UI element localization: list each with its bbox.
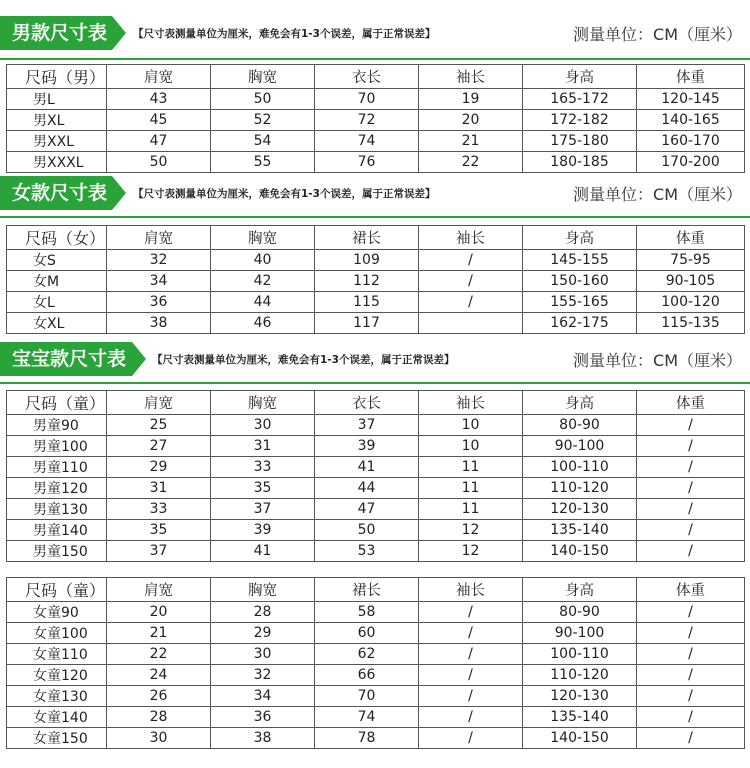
column-header: 尺码（童） — [7, 578, 107, 602]
men-size-table — [6, 64, 745, 173]
column-header: 肩宽 — [107, 65, 211, 89]
value-cell: 90-100 — [523, 623, 637, 644]
value-cell: 165-172 — [523, 89, 637, 110]
size-cell: 女童150 — [7, 728, 107, 749]
value-cell: 62 — [315, 644, 419, 665]
size-cell: 女童140 — [7, 707, 107, 728]
value-cell: 74 — [315, 707, 419, 728]
table-row — [7, 478, 745, 499]
value-cell: 78 — [315, 728, 419, 749]
column-header: 身高 — [523, 226, 637, 250]
value-cell: 28 — [211, 602, 315, 623]
value-cell: 11 — [419, 478, 523, 499]
value-cell: 53 — [315, 541, 419, 562]
value-cell: 35 — [211, 478, 315, 499]
table-row — [7, 271, 745, 292]
value-cell: / — [419, 686, 523, 707]
value-cell: 52 — [211, 110, 315, 131]
value-cell: 30 — [211, 415, 315, 436]
value-cell: 170-200 — [637, 152, 745, 173]
value-cell: 180-185 — [523, 152, 637, 173]
value-cell: / — [637, 665, 745, 686]
value-cell: 140-150 — [523, 541, 637, 562]
table-row — [7, 707, 745, 728]
measurement-note: 【尺寸表测量单位为厘米，难免会有1-3个误差，属于正常误差】 — [152, 354, 455, 366]
table-row — [7, 250, 745, 271]
value-cell: 117 — [315, 313, 419, 334]
size-cell: 男XL — [7, 110, 107, 131]
column-header: 袖长 — [419, 391, 523, 415]
women-size-table — [6, 225, 745, 334]
value-cell: 70 — [315, 686, 419, 707]
section-rule — [0, 58, 750, 60]
value-cell: 41 — [315, 457, 419, 478]
value-cell: 12 — [419, 541, 523, 562]
size-cell: 男童90 — [7, 415, 107, 436]
column-header: 身高 — [523, 65, 637, 89]
value-cell: / — [419, 728, 523, 749]
value-cell: 37 — [211, 499, 315, 520]
value-cell: 41 — [211, 541, 315, 562]
value-cell: 70 — [315, 89, 419, 110]
column-header: 身高 — [523, 391, 637, 415]
value-cell: 11 — [419, 499, 523, 520]
column-header: 胸宽 — [211, 226, 315, 250]
value-cell: 20 — [419, 110, 523, 131]
column-header: 裙长 — [315, 226, 419, 250]
value-cell: 135-140 — [523, 707, 637, 728]
value-cell: 110-120 — [523, 478, 637, 499]
value-cell: 38 — [211, 728, 315, 749]
value-cell: 25 — [107, 415, 211, 436]
size-cell: 男童130 — [7, 499, 107, 520]
value-cell: 72 — [315, 110, 419, 131]
value-cell: / — [637, 602, 745, 623]
table-row — [7, 686, 745, 707]
value-cell: 33 — [107, 499, 211, 520]
value-cell: 120-130 — [523, 499, 637, 520]
value-cell: 30 — [211, 644, 315, 665]
value-cell: / — [637, 623, 745, 644]
value-cell: / — [419, 292, 523, 313]
women-section-header — [0, 170, 750, 218]
value-cell: 58 — [315, 602, 419, 623]
value-cell: 90-105 — [637, 271, 745, 292]
value-cell: 145-155 — [523, 250, 637, 271]
value-cell: 37 — [107, 541, 211, 562]
value-cell: 74 — [315, 131, 419, 152]
header-row — [7, 391, 745, 415]
column-header: 体重 — [637, 226, 745, 250]
column-header: 尺码（男） — [7, 65, 107, 89]
value-cell: / — [637, 478, 745, 499]
value-cell: 112 — [315, 271, 419, 292]
value-cell: 24 — [107, 665, 211, 686]
table-row — [7, 602, 745, 623]
value-cell: 10 — [419, 415, 523, 436]
value-cell: 32 — [107, 250, 211, 271]
value-cell: 100-120 — [637, 292, 745, 313]
girls-size-table — [6, 577, 745, 749]
table-row — [7, 89, 745, 110]
value-cell: 120-130 — [523, 686, 637, 707]
value-cell: 39 — [211, 520, 315, 541]
value-cell: 50 — [211, 89, 315, 110]
column-header: 尺码（童） — [7, 391, 107, 415]
value-cell: 50 — [107, 152, 211, 173]
table-row — [7, 313, 745, 334]
column-header: 胸宽 — [211, 391, 315, 415]
column-header: 体重 — [637, 65, 745, 89]
column-header: 衣长 — [315, 391, 419, 415]
value-cell: 76 — [315, 152, 419, 173]
value-cell: / — [637, 499, 745, 520]
table-row — [7, 520, 745, 541]
value-cell — [419, 313, 523, 334]
value-cell: 135-140 — [523, 520, 637, 541]
value-cell: 33 — [211, 457, 315, 478]
value-cell: 60 — [315, 623, 419, 644]
value-cell: 150-160 — [523, 271, 637, 292]
value-cell: 29 — [211, 623, 315, 644]
table-row — [7, 436, 745, 457]
table-row — [7, 644, 745, 665]
value-cell: / — [419, 602, 523, 623]
size-cell: 女童120 — [7, 665, 107, 686]
header-row — [7, 578, 745, 602]
value-cell: 66 — [315, 665, 419, 686]
value-cell: 38 — [107, 313, 211, 334]
size-cell: 女童110 — [7, 644, 107, 665]
size-cell: 男童150 — [7, 541, 107, 562]
value-cell: 47 — [315, 499, 419, 520]
column-header: 裙长 — [315, 578, 419, 602]
column-header: 体重 — [637, 578, 745, 602]
column-header: 袖长 — [419, 65, 523, 89]
value-cell: 22 — [419, 152, 523, 173]
value-cell: 109 — [315, 250, 419, 271]
value-cell: 46 — [211, 313, 315, 334]
value-cell: 100-110 — [523, 457, 637, 478]
column-header: 袖长 — [419, 226, 523, 250]
header-row — [7, 65, 745, 89]
size-cell: 男L — [7, 89, 107, 110]
size-cell: 男童140 — [7, 520, 107, 541]
value-cell: 54 — [211, 131, 315, 152]
value-cell: 39 — [315, 436, 419, 457]
size-cell: 女S — [7, 250, 107, 271]
column-header: 身高 — [523, 578, 637, 602]
value-cell: 36 — [107, 292, 211, 313]
value-cell: 120-145 — [637, 89, 745, 110]
value-cell: 21 — [419, 131, 523, 152]
size-cell: 男童110 — [7, 457, 107, 478]
value-cell: / — [419, 644, 523, 665]
column-header: 肩宽 — [107, 226, 211, 250]
value-cell: 11 — [419, 457, 523, 478]
table-row — [7, 728, 745, 749]
value-cell: / — [637, 707, 745, 728]
size-cell: 男童120 — [7, 478, 107, 499]
value-cell: 34 — [107, 271, 211, 292]
value-cell: 55 — [211, 152, 315, 173]
value-cell: 44 — [211, 292, 315, 313]
measurement-note: 【尺寸表测量单位为厘米，难免会有1-3个误差，属于正常误差】 — [133, 188, 436, 200]
value-cell: / — [637, 728, 745, 749]
value-cell: / — [637, 644, 745, 665]
column-header: 胸宽 — [211, 578, 315, 602]
unit-label: 测量单位：CM（厘米） — [573, 25, 742, 44]
table-row — [7, 499, 745, 520]
unit-label: 测量单位：CM（厘米） — [573, 185, 742, 204]
value-cell: 22 — [107, 644, 211, 665]
section-rule — [0, 382, 750, 384]
value-cell: 140-150 — [523, 728, 637, 749]
value-cell: 37 — [315, 415, 419, 436]
value-cell: 28 — [107, 707, 211, 728]
value-cell: 45 — [107, 110, 211, 131]
unit-label: 测量单位：CM（厘米） — [573, 351, 742, 370]
table-row — [7, 415, 745, 436]
value-cell: 29 — [107, 457, 211, 478]
value-cell: / — [637, 436, 745, 457]
value-cell: / — [419, 623, 523, 644]
value-cell: / — [419, 707, 523, 728]
table-row — [7, 131, 745, 152]
value-cell: 80-90 — [523, 602, 637, 623]
table-row — [7, 457, 745, 478]
size-cell: 女童100 — [7, 623, 107, 644]
value-cell: 155-165 — [523, 292, 637, 313]
value-cell: 32 — [211, 665, 315, 686]
value-cell: 42 — [211, 271, 315, 292]
column-header: 胸宽 — [211, 65, 315, 89]
column-header: 袖长 — [419, 578, 523, 602]
women-title: 女款尺寸表 — [0, 176, 112, 210]
value-cell: 90-100 — [523, 436, 637, 457]
size-cell: 女M — [7, 271, 107, 292]
value-cell: / — [637, 541, 745, 562]
value-cell: / — [637, 686, 745, 707]
value-cell: / — [637, 415, 745, 436]
size-cell: 女童130 — [7, 686, 107, 707]
table-row — [7, 292, 745, 313]
value-cell: 31 — [211, 436, 315, 457]
value-cell: 20 — [107, 602, 211, 623]
table-row — [7, 110, 745, 131]
measurement-note: 【尺寸表测量单位为厘米，难免会有1-3个误差，属于正常误差】 — [133, 28, 436, 40]
value-cell: 12 — [419, 520, 523, 541]
kids-title: 宝宝款尺寸表 — [0, 342, 132, 376]
value-cell: / — [419, 271, 523, 292]
column-header: 肩宽 — [107, 391, 211, 415]
table-row — [7, 541, 745, 562]
value-cell: 30 — [107, 728, 211, 749]
value-cell: 27 — [107, 436, 211, 457]
men-section-header — [0, 12, 750, 60]
size-cell: 男童100 — [7, 436, 107, 457]
value-cell: 21 — [107, 623, 211, 644]
table-row — [7, 623, 745, 644]
value-cell: 175-180 — [523, 131, 637, 152]
value-cell: 44 — [315, 478, 419, 499]
kids-section-header — [0, 336, 750, 384]
value-cell: 19 — [419, 89, 523, 110]
value-cell: 75-95 — [637, 250, 745, 271]
value-cell: 43 — [107, 89, 211, 110]
table-row — [7, 665, 745, 686]
value-cell: 140-165 — [637, 110, 745, 131]
section-rule — [0, 216, 750, 218]
size-cell: 女童90 — [7, 602, 107, 623]
column-header: 衣长 — [315, 65, 419, 89]
size-cell: 女XL — [7, 313, 107, 334]
size-cell: 女L — [7, 292, 107, 313]
value-cell: / — [419, 250, 523, 271]
value-cell: 110-120 — [523, 665, 637, 686]
column-header: 肩宽 — [107, 578, 211, 602]
column-header: 体重 — [637, 391, 745, 415]
value-cell: 115-135 — [637, 313, 745, 334]
value-cell: 36 — [211, 707, 315, 728]
value-cell: 31 — [107, 478, 211, 499]
value-cell: 47 — [107, 131, 211, 152]
value-cell: 35 — [107, 520, 211, 541]
value-cell: 26 — [107, 686, 211, 707]
value-cell: 100-110 — [523, 644, 637, 665]
size-cell: 男XXXL — [7, 152, 107, 173]
men-title: 男款尺寸表 — [0, 16, 112, 50]
value-cell: 50 — [315, 520, 419, 541]
value-cell: 34 — [211, 686, 315, 707]
column-header: 尺码（女） — [7, 226, 107, 250]
value-cell: 10 — [419, 436, 523, 457]
value-cell: 40 — [211, 250, 315, 271]
value-cell: / — [419, 665, 523, 686]
value-cell: 115 — [315, 292, 419, 313]
value-cell: / — [637, 457, 745, 478]
size-cell: 男XXL — [7, 131, 107, 152]
value-cell: 160-170 — [637, 131, 745, 152]
value-cell: 172-182 — [523, 110, 637, 131]
boys-size-table — [6, 390, 745, 562]
value-cell: 162-175 — [523, 313, 637, 334]
value-cell: / — [637, 520, 745, 541]
header-row — [7, 226, 745, 250]
value-cell: 80-90 — [523, 415, 637, 436]
